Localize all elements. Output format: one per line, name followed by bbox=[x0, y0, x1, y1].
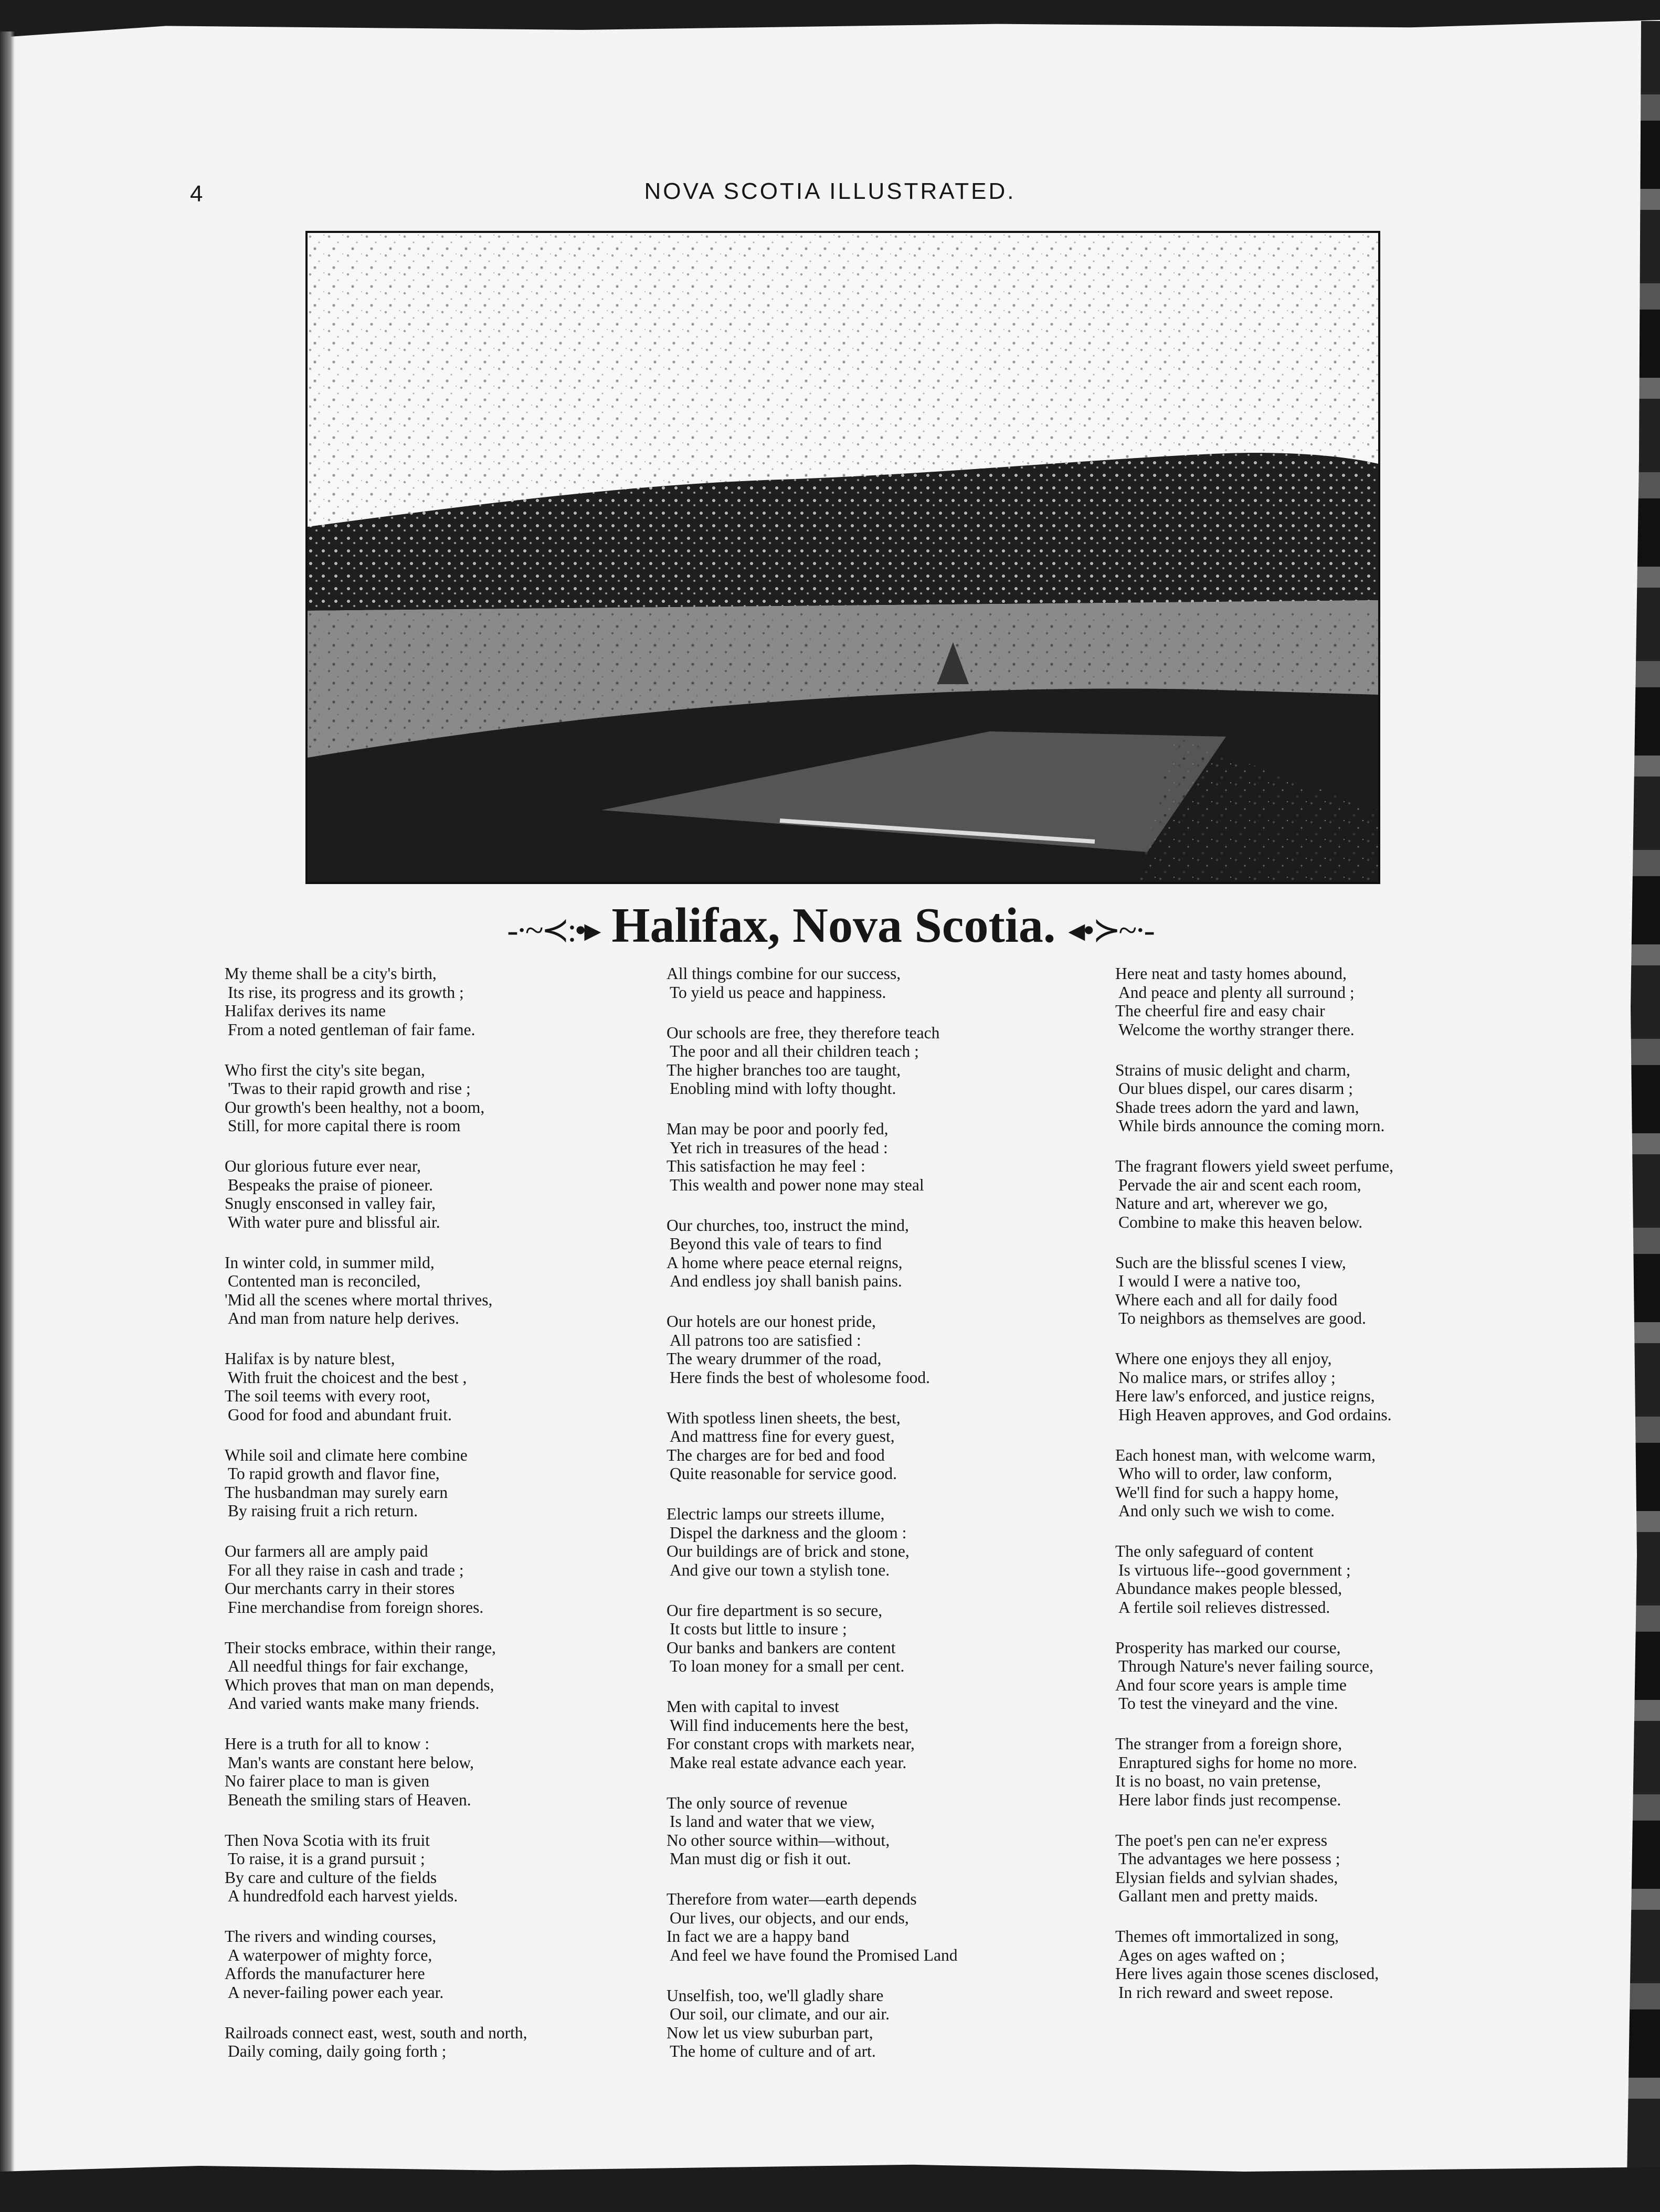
poem-line: Our growth's been healthy, not a boom, bbox=[225, 1098, 485, 1116]
poem-stanza bbox=[667, 1890, 1065, 1964]
poem-line: Abundance makes people blessed, bbox=[1115, 1579, 1342, 1598]
bottom-scan-border bbox=[0, 2154, 1660, 2212]
poem-line: Is virtuous life--good government ; bbox=[1118, 1560, 1351, 1579]
poem-stanza bbox=[667, 964, 1065, 1002]
poem-line: And mattress fine for every guest, bbox=[670, 1427, 895, 1445]
poem-line: This wealth and power none may steal bbox=[670, 1175, 924, 1194]
poem-line: To rapid growth and flavor fine, bbox=[228, 1464, 440, 1483]
poem-line: Where each and all for daily food bbox=[1115, 1290, 1338, 1309]
poem-line: A waterpower of mighty force, bbox=[228, 1945, 432, 1964]
poem-line: And four score years is ample time bbox=[1115, 1675, 1347, 1694]
poem-line: A fertile soil relieves distressed. bbox=[1118, 1598, 1330, 1617]
poem-line: The higher branches too are taught, bbox=[667, 1060, 901, 1079]
poem-line: To loan money for a small per cent. bbox=[670, 1657, 905, 1675]
poem-line: Dispel the darkness and the gloom : bbox=[670, 1523, 907, 1542]
poem-line: And give our town a stylish tone. bbox=[670, 1560, 890, 1579]
poem-line: A never-failing power each year. bbox=[228, 1983, 444, 2002]
poem-line: A hundredfold each harvest yields. bbox=[228, 1887, 458, 1905]
poem-line: No other source within—without, bbox=[667, 1831, 890, 1849]
poem-column-3 bbox=[1115, 964, 1514, 2024]
poem-line: From a noted gentleman of fair fame. bbox=[228, 1020, 475, 1039]
poem-line: By raising fruit a rich return. bbox=[228, 1502, 418, 1520]
poem-stanza bbox=[1115, 1927, 1514, 2002]
poem-title-text: Halifax, Nova Scotia. bbox=[611, 898, 1056, 953]
poem-column-2 bbox=[667, 964, 1065, 2082]
poem-stanza bbox=[225, 1542, 623, 1617]
poem-line: Now let us view suburban part, bbox=[667, 2023, 873, 2042]
left-ornament-icon: -·~≺:•▸ bbox=[507, 911, 599, 949]
poem-stanza bbox=[1115, 1735, 1514, 1809]
poem-line: No fairer place to man is given bbox=[225, 1772, 430, 1790]
poem-line: In winter cold, in summer mild, bbox=[225, 1253, 435, 1272]
poem-line: The poet's pen can ne'er express bbox=[1115, 1831, 1328, 1849]
poem-line: The only safeguard of content bbox=[1115, 1542, 1314, 1560]
poem-line: 'Twas to their rapid growth and rise ; bbox=[228, 1079, 471, 1098]
poem-stanza bbox=[667, 1601, 1065, 1676]
poem-line: Affords the manufacturer here bbox=[225, 1964, 425, 1983]
poem-stanza bbox=[1115, 1831, 1514, 1906]
poem-line: Will find inducements here the best, bbox=[670, 1716, 909, 1735]
poem-line: And peace and plenty all surround ; bbox=[1118, 983, 1355, 1002]
poem-line: Our hotels are our honest pride, bbox=[667, 1312, 876, 1331]
poem-line: To yield us peace and happiness. bbox=[670, 983, 886, 1002]
poem-line: 'Mid all the scenes where mortal thrives, bbox=[225, 1290, 493, 1309]
poem-stanza bbox=[225, 1253, 623, 1328]
poem-line: Electric lamps our streets illume, bbox=[667, 1505, 885, 1523]
poem-line: To neighbors as themselves are good. bbox=[1118, 1309, 1366, 1327]
right-scan-border bbox=[1618, 21, 1660, 2212]
poem-line: Make real estate advance each year. bbox=[670, 1753, 907, 1772]
poem-stanza bbox=[225, 1061, 623, 1135]
poem-line: Our blues dispel, our cares disarm ; bbox=[1118, 1079, 1354, 1098]
poem-line: The cheerful fire and easy chair bbox=[1115, 1002, 1325, 1020]
poem-line: And endless joy shall banish pains. bbox=[670, 1272, 902, 1290]
poem-line: Our merchants carry in their stores bbox=[225, 1579, 455, 1598]
page-number: 4 bbox=[190, 181, 203, 207]
poem-line: The only source of revenue bbox=[667, 1793, 848, 1812]
poem-line: The rivers and winding courses, bbox=[225, 1927, 437, 1945]
poem-line: Man may be poor and poorly fed, bbox=[667, 1120, 889, 1138]
poem-line: Here lives again those scenes disclosed, bbox=[1115, 1964, 1379, 1983]
poem-line: By care and culture of the fields bbox=[225, 1868, 437, 1887]
poem-line: The soil teems with every root, bbox=[225, 1387, 430, 1405]
poem-line: The advantages we here possess ; bbox=[1118, 1849, 1340, 1868]
poem-line: Is land and water that we view, bbox=[670, 1812, 875, 1831]
poem-line: Our churches, too, instruct the mind, bbox=[667, 1216, 909, 1235]
poem-line: Nature and art, wherever we go, bbox=[1115, 1194, 1328, 1213]
harbour-photo-illustration bbox=[308, 233, 1378, 882]
poem-line: Strains of music delight and charm, bbox=[1115, 1060, 1350, 1079]
poem-line: Each honest man, with welcome warm, bbox=[1115, 1445, 1376, 1464]
poem-stanza bbox=[225, 1735, 623, 1809]
poem-stanza bbox=[225, 1831, 623, 1906]
poem-line: Shade trees adorn the yard and lawn, bbox=[1115, 1098, 1359, 1116]
poem-line: Daily coming, daily going forth ; bbox=[228, 2042, 447, 2060]
poem-line: The stranger from a foreign shore, bbox=[1115, 1735, 1342, 1753]
poem-line: Beyond this vale of tears to find bbox=[670, 1235, 882, 1253]
poem-line: Good for food and abundant fruit. bbox=[228, 1405, 452, 1424]
poem-line: Where one enjoys they all enjoy, bbox=[1115, 1349, 1332, 1368]
poem-line: While soil and climate here combine bbox=[225, 1445, 468, 1464]
poem-line: Contented man is reconciled, bbox=[228, 1272, 421, 1290]
poem-line: We'll find for such a happy home, bbox=[1115, 1483, 1339, 1502]
poem-line: Who first the city's site began, bbox=[225, 1060, 425, 1079]
left-scan-border bbox=[0, 31, 15, 2212]
poem-line: And only such we wish to come. bbox=[1118, 1502, 1335, 1520]
poem-line: Man's wants are constant here below, bbox=[228, 1753, 474, 1772]
poem-line: Fine merchandise from foreign shores. bbox=[228, 1598, 484, 1617]
poem-line: With water pure and blissful air. bbox=[228, 1213, 440, 1231]
poem-line: In fact we are a happy band bbox=[667, 1927, 850, 1945]
poem-stanza bbox=[1115, 1157, 1514, 1231]
poem-line: My theme shall be a city's birth, bbox=[225, 964, 437, 983]
poem-line: Bespeaks the praise of pioneer. bbox=[228, 1175, 433, 1194]
poem-line: Beneath the smiling stars of Heaven. bbox=[228, 1790, 471, 1809]
poem-title bbox=[0, 897, 1660, 954]
poem-line: The home of culture and of art. bbox=[670, 2042, 876, 2060]
poem-line: For all they raise in cash and trade ; bbox=[228, 1560, 464, 1579]
poem-stanza bbox=[1115, 1061, 1514, 1135]
poem-line: Pervade the air and scent each room, bbox=[1118, 1175, 1361, 1194]
poem-line: It costs but little to insure ; bbox=[670, 1620, 847, 1638]
poem-line: Here finds the best of wholesome food. bbox=[670, 1368, 931, 1387]
poem-stanza bbox=[1115, 1253, 1514, 1328]
poem-stanza bbox=[667, 1794, 1065, 1868]
poem-line: Their stocks embrace, within their range, bbox=[225, 1638, 496, 1657]
poem-line: Here law's enforced, and justice reigns, bbox=[1115, 1387, 1375, 1405]
poem-line: While birds announce the coming morn. bbox=[1118, 1116, 1385, 1135]
poem-line: Our banks and bankers are content bbox=[667, 1638, 896, 1657]
poem-line: Our lives, our objects, and our ends, bbox=[670, 1908, 909, 1927]
poem-line: This satisfaction he may feel : bbox=[667, 1157, 865, 1175]
poem-line: The charges are for bed and food bbox=[667, 1445, 885, 1464]
poem-stanza bbox=[1115, 964, 1514, 1039]
poem-line: Ages on ages wafted on ; bbox=[1118, 1945, 1285, 1964]
running-head: NOVA SCOTIA ILLUSTRATED. bbox=[644, 178, 1016, 204]
poem-line: Themes oft immortalized in song, bbox=[1115, 1927, 1339, 1945]
poem-line: Here neat and tasty homes abound, bbox=[1115, 964, 1347, 983]
poem-line: Our fire department is so secure, bbox=[667, 1601, 883, 1620]
poem-stanza bbox=[667, 1697, 1065, 1772]
poem-stanza bbox=[225, 1446, 623, 1520]
poem-line: Man must dig or fish it out. bbox=[670, 1849, 851, 1868]
poem-stanza bbox=[1115, 1349, 1514, 1424]
poem-line: Who will to order, law conform, bbox=[1118, 1464, 1333, 1483]
poem-line: Prosperity has marked our course, bbox=[1115, 1638, 1341, 1657]
poem-line: Enobling mind with lofty thought. bbox=[670, 1079, 896, 1098]
poem-stanza bbox=[225, 1349, 623, 1424]
poem-stanza bbox=[667, 1409, 1065, 1483]
poem-stanza bbox=[667, 1986, 1065, 2061]
poem-line: Which proves that man on man depends, bbox=[225, 1675, 494, 1694]
poem-line: All things combine for our success, bbox=[667, 964, 901, 983]
poem-line: Yet rich in treasures of the head : bbox=[670, 1138, 888, 1157]
poem-line: The poor and all their children teach ; bbox=[670, 1042, 919, 1060]
poem-line: Gallant men and pretty maids. bbox=[1118, 1887, 1318, 1905]
poem-stanza bbox=[667, 1120, 1065, 1194]
poem-stanza bbox=[667, 1505, 1065, 1579]
poem-line: No malice mars, or strifes alloy ; bbox=[1118, 1368, 1336, 1387]
right-ornament-icon: ◂•≻~·- bbox=[1068, 911, 1153, 949]
top-scan-border bbox=[0, 0, 1660, 50]
poem-line: All needful things for fair exchange, bbox=[228, 1657, 469, 1675]
poem-line: Unselfish, too, we'll gladly share bbox=[667, 1986, 884, 2005]
poem-line: With fruit the choicest and the best , bbox=[228, 1368, 467, 1387]
poem-stanza bbox=[667, 1216, 1065, 1291]
poem-line: With spotless linen sheets, the best, bbox=[667, 1408, 901, 1427]
poem-line: Men with capital to invest bbox=[667, 1697, 839, 1716]
poem-line: The weary drummer of the road, bbox=[667, 1349, 882, 1368]
poem-line: Combine to make this heaven below. bbox=[1118, 1213, 1363, 1231]
poem-line: Its rise, its progress and its growth ; bbox=[228, 983, 464, 1002]
poem-line: All patrons too are satisfied : bbox=[670, 1331, 861, 1349]
poem-line: It is no boast, no vain pretense, bbox=[1115, 1772, 1321, 1790]
poem-line: To test the vineyard and the vine. bbox=[1118, 1694, 1338, 1713]
poem-stanza bbox=[225, 1157, 623, 1231]
poem-line: Elysian fields and sylvian shades, bbox=[1115, 1868, 1338, 1887]
poem-line: Here is a truth for all to know : bbox=[225, 1735, 430, 1753]
poem-line: Our schools are free, they therefore teach bbox=[667, 1023, 940, 1042]
poem-line: A home where peace eternal reigns, bbox=[667, 1253, 903, 1272]
poem-line: The fragrant flowers yield sweet perfume, bbox=[1115, 1157, 1394, 1175]
poem-stanza bbox=[667, 1312, 1065, 1387]
poem-line: In rich reward and sweet repose. bbox=[1118, 1983, 1334, 2002]
poem-line: Halifax derives its name bbox=[225, 1002, 386, 1020]
poem-line: Welcome the worthy stranger there. bbox=[1118, 1020, 1355, 1039]
poem-line: Still, for more capital there is room bbox=[228, 1116, 461, 1135]
poem-stanza bbox=[225, 2024, 623, 2061]
poem-line: Railroads connect east, west, south and north, bbox=[225, 2023, 527, 2042]
poem-line: Our buildings are of brick and stone, bbox=[667, 1542, 910, 1560]
poem-line: Enraptured sighs for home no more. bbox=[1118, 1753, 1357, 1772]
poem-line: Therefore from water—earth depends bbox=[667, 1890, 917, 1908]
poem-stanza bbox=[225, 964, 623, 1039]
poem-stanza bbox=[1115, 1446, 1514, 1520]
poem-line: Our farmers all are amply paid bbox=[225, 1542, 428, 1560]
poem-line: I would I were a native too, bbox=[1118, 1272, 1301, 1290]
poem-line: And feel we have found the Promised Land bbox=[670, 1945, 958, 1964]
poem-line: Such are the blissful scenes I view, bbox=[1115, 1253, 1346, 1272]
poem-line: Then Nova Scotia with its fruit bbox=[225, 1831, 430, 1849]
poem-stanza bbox=[1115, 1542, 1514, 1617]
poem-line: Through Nature's never failing source, bbox=[1118, 1657, 1373, 1675]
poem-line: For constant crops with markets near, bbox=[667, 1735, 915, 1753]
poem-line: Our glorious future ever near, bbox=[225, 1157, 421, 1175]
poem-line: The husbandman may surely earn bbox=[225, 1483, 448, 1502]
poem-stanza bbox=[667, 1024, 1065, 1098]
poem-line: And varied wants make many friends. bbox=[228, 1694, 480, 1713]
poem-column-1 bbox=[225, 964, 623, 2082]
harbour-photograph bbox=[305, 231, 1380, 884]
poem-line: Here labor finds just recompense. bbox=[1118, 1790, 1341, 1809]
poem-line: High Heaven approves, and God ordains. bbox=[1118, 1405, 1392, 1424]
poem-stanza bbox=[225, 1927, 623, 2002]
poem-stanza bbox=[225, 1639, 623, 1713]
poem-line: And man from nature help derives. bbox=[228, 1309, 459, 1327]
poem-stanza bbox=[1115, 1639, 1514, 1713]
poem-line: Our soil, our climate, and our air. bbox=[670, 2005, 890, 2023]
poem-line: Halifax is by nature blest, bbox=[225, 1349, 395, 1368]
poem-line: Snugly ensconsed in valley fair, bbox=[225, 1194, 436, 1213]
poem-line: Quite reasonable for service good. bbox=[670, 1464, 897, 1483]
poem-line: To raise, it is a grand pursuit ; bbox=[228, 1849, 425, 1868]
